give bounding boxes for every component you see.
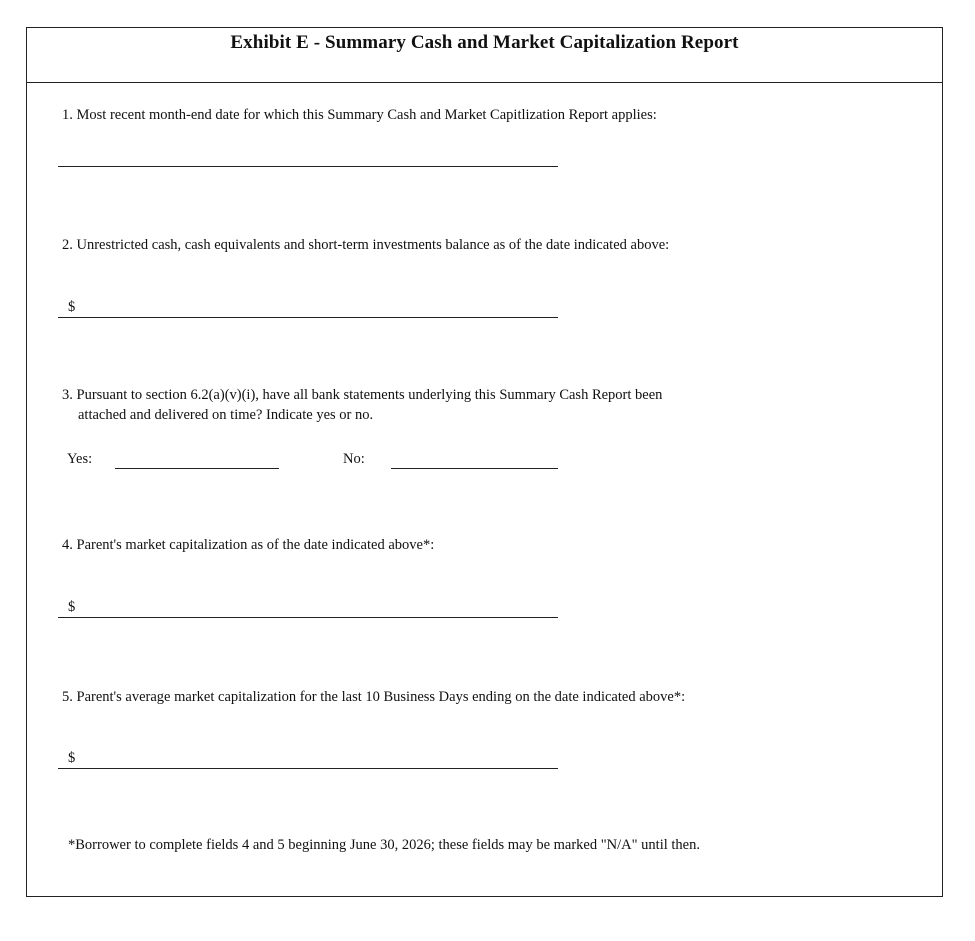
question-1-text: 1. Most recent month-end date for which this Summary Cash and Market Capitlization Report applies:: [62, 107, 657, 123]
exhibit-form-frame: [26, 27, 943, 897]
no-label: No:: [343, 451, 365, 467]
footnote: *Borrower to complete fields 4 and 5 beginning June 30, 2026; these fields may be marked "N/A" until then.: [68, 837, 700, 853]
form-title: Exhibit E - Summary Cash and Market Capitalization Report: [230, 32, 739, 53]
question-5-currency: $: [68, 750, 76, 766]
yes-field[interactable]: [115, 468, 279, 469]
form-header: [27, 28, 942, 83]
question-1-date-field[interactable]: [58, 166, 558, 167]
question-4-currency: $: [68, 599, 76, 615]
question-4-text: 4. Parent's market capitalization as of the date indicated above*:: [62, 537, 435, 553]
question-5-amount-field[interactable]: [58, 768, 558, 769]
question-2-amount-field[interactable]: [58, 317, 558, 318]
question-3-text-line2: attached and delivered on time? Indicate yes or no.: [78, 407, 374, 423]
no-field[interactable]: [391, 468, 558, 469]
yes-label: Yes:: [67, 451, 93, 467]
question-3-text-line1: 3. Pursuant to section 6.2(a)(v)(i), have all bank statements underlying this Summary Cash Report been: [62, 387, 663, 403]
question-2-currency: $: [68, 299, 76, 315]
question-4-amount-field[interactable]: [58, 617, 558, 618]
question-2-text: 2. Unrestricted cash, cash equivalents and short-term investments balance as of the date indicated above:: [62, 237, 670, 253]
question-5-text: 5. Parent's average market capitalization for the last 10 Business Days ending on the date indicated above*:: [62, 689, 686, 705]
